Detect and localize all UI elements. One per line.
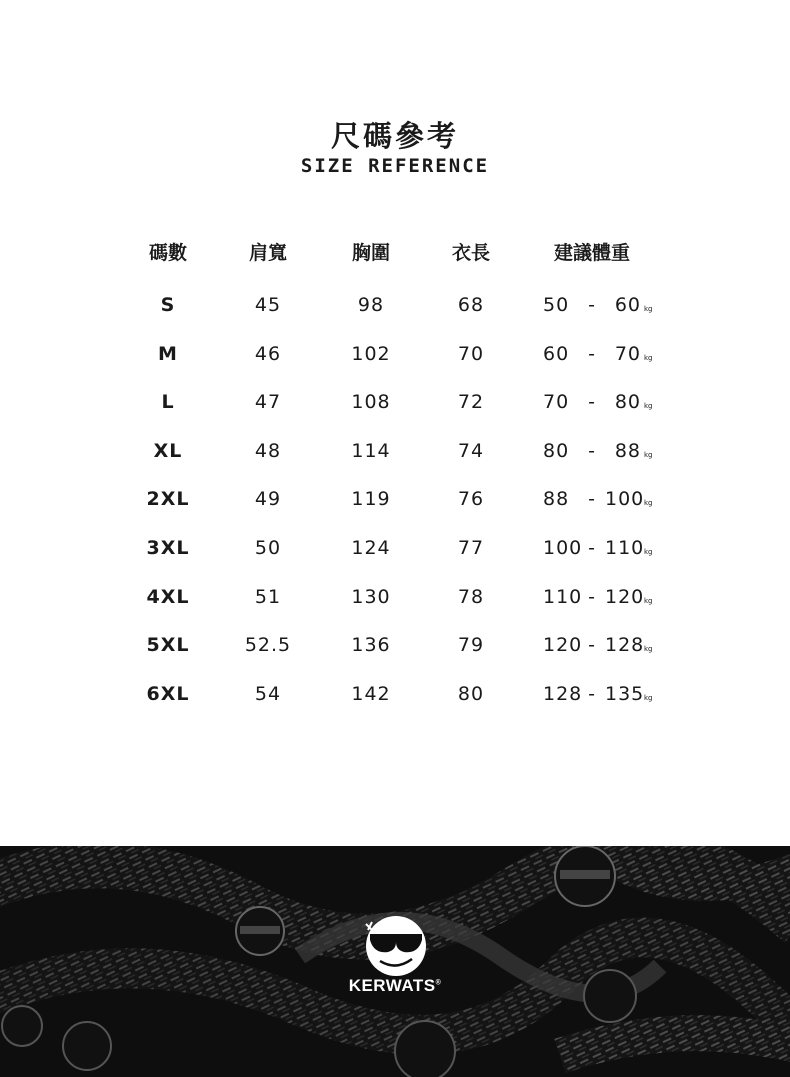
cell-chest: 114 bbox=[351, 439, 391, 462]
weight-separator: - bbox=[588, 682, 596, 705]
weight-unit: kg bbox=[644, 402, 653, 411]
table-row bbox=[0, 440, 790, 470]
cell-length: 70 bbox=[457, 342, 485, 365]
weight-min: 88 bbox=[543, 488, 570, 511]
emblem-icon bbox=[63, 1022, 111, 1070]
weight-separator: - bbox=[588, 439, 596, 462]
cell-shoulder: 54 bbox=[254, 682, 282, 705]
weight-separator: - bbox=[588, 342, 596, 365]
cell-shoulder: 49 bbox=[254, 488, 282, 511]
page-title-en: SIZE REFERENCE bbox=[300, 155, 490, 177]
column-header-size: 碼數 bbox=[148, 242, 188, 264]
cell-chest: 142 bbox=[351, 682, 391, 705]
cell-chest: 108 bbox=[351, 391, 391, 414]
cell-weight bbox=[543, 294, 653, 316]
weight-min: 80 bbox=[543, 439, 570, 462]
cell-length: 80 bbox=[457, 682, 485, 705]
cell-size: 4XL bbox=[146, 585, 190, 608]
cell-weight bbox=[543, 634, 653, 656]
table-row bbox=[0, 391, 790, 421]
weight-max: 100 bbox=[605, 488, 645, 511]
cell-shoulder: 46 bbox=[254, 342, 282, 365]
table-row bbox=[0, 683, 790, 713]
cell-length: 79 bbox=[457, 634, 485, 657]
cell-size: M bbox=[158, 342, 178, 365]
column-header-weight: 建議體重 bbox=[553, 242, 631, 264]
table-row bbox=[0, 586, 790, 616]
weight-unit: kg bbox=[644, 596, 653, 605]
cell-weight bbox=[543, 391, 653, 413]
weight-max: 70 bbox=[614, 342, 641, 365]
cell-weight bbox=[543, 440, 653, 462]
table-row bbox=[0, 294, 790, 324]
weight-separator: - bbox=[588, 537, 596, 559]
sunglasses-smiley-icon bbox=[366, 916, 426, 976]
cell-chest: 130 bbox=[351, 585, 391, 608]
cell-length: 76 bbox=[457, 488, 485, 511]
cell-chest: 119 bbox=[351, 488, 391, 511]
cell-length: 68 bbox=[457, 294, 485, 316]
cell-size: L bbox=[161, 391, 175, 414]
weight-unit: kg bbox=[644, 450, 653, 459]
weight-min: 70 bbox=[543, 391, 570, 414]
column-header-shoulder: 肩寬 bbox=[248, 242, 288, 264]
cell-size: XL bbox=[153, 439, 183, 462]
weight-unit: kg bbox=[644, 645, 653, 654]
cell-chest: 124 bbox=[351, 537, 391, 559]
table-row bbox=[0, 634, 790, 664]
weight-separator: - bbox=[588, 391, 596, 414]
weight-max: 60 bbox=[614, 294, 641, 316]
cell-weight bbox=[543, 343, 653, 365]
emblem-icon bbox=[395, 1021, 455, 1077]
weight-max: 135 bbox=[605, 682, 645, 705]
cell-chest: 102 bbox=[351, 342, 391, 365]
weight-min: 60 bbox=[543, 342, 570, 365]
cell-shoulder: 47 bbox=[254, 391, 282, 414]
cell-shoulder: 52.5 bbox=[244, 634, 292, 657]
weight-separator: - bbox=[588, 488, 596, 511]
emblem-icon bbox=[2, 1006, 42, 1046]
cell-shoulder: 45 bbox=[254, 294, 282, 316]
weight-unit: kg bbox=[644, 499, 653, 508]
cell-size: S bbox=[160, 294, 176, 316]
weight-separator: - bbox=[588, 634, 596, 657]
cell-shoulder: 50 bbox=[254, 537, 282, 559]
cell-length: 77 bbox=[457, 537, 485, 559]
weight-unit: kg bbox=[644, 548, 653, 556]
cell-weight bbox=[543, 537, 653, 559]
cell-size: 6XL bbox=[146, 682, 190, 705]
table-row bbox=[0, 488, 790, 518]
weight-max: 88 bbox=[614, 439, 641, 462]
weight-min: 120 bbox=[543, 634, 583, 657]
table-row bbox=[0, 343, 790, 373]
weight-max: 110 bbox=[605, 537, 645, 559]
cell-weight bbox=[543, 488, 653, 510]
page-title-cn: 尺碼參考 bbox=[330, 119, 459, 153]
swirl-background bbox=[0, 846, 790, 1077]
weight-separator: - bbox=[588, 294, 596, 316]
weight-separator: - bbox=[588, 585, 596, 608]
weight-max: 80 bbox=[614, 391, 641, 414]
weight-max: 128 bbox=[605, 634, 645, 657]
cell-chest: 98 bbox=[357, 294, 385, 316]
table-row bbox=[0, 537, 790, 567]
weight-min: 110 bbox=[543, 585, 583, 608]
weight-unit: kg bbox=[644, 693, 653, 702]
weight-min: 50 bbox=[543, 294, 570, 316]
weight-unit: kg bbox=[644, 353, 653, 362]
column-header-chest: 胸圍 bbox=[351, 242, 391, 264]
weight-max: 120 bbox=[605, 585, 645, 608]
weight-unit: kg bbox=[644, 305, 653, 313]
cell-size: 3XL bbox=[146, 537, 190, 559]
cell-shoulder: 51 bbox=[254, 585, 282, 608]
cell-chest: 136 bbox=[351, 634, 391, 657]
weight-min: 128 bbox=[543, 682, 583, 705]
cell-weight bbox=[543, 683, 653, 705]
cell-size: 5XL bbox=[146, 634, 190, 657]
weight-min: 100 bbox=[543, 537, 583, 559]
cell-size: 2XL bbox=[146, 488, 190, 511]
cell-shoulder: 48 bbox=[254, 439, 282, 462]
brand-banner bbox=[0, 846, 790, 1077]
cell-length: 72 bbox=[457, 391, 485, 414]
column-header-length: 衣長 bbox=[451, 242, 491, 264]
brand-name: KERWATS® bbox=[348, 976, 442, 995]
cell-length: 74 bbox=[457, 439, 485, 462]
cell-weight bbox=[543, 586, 653, 608]
cell-length: 78 bbox=[457, 585, 485, 608]
